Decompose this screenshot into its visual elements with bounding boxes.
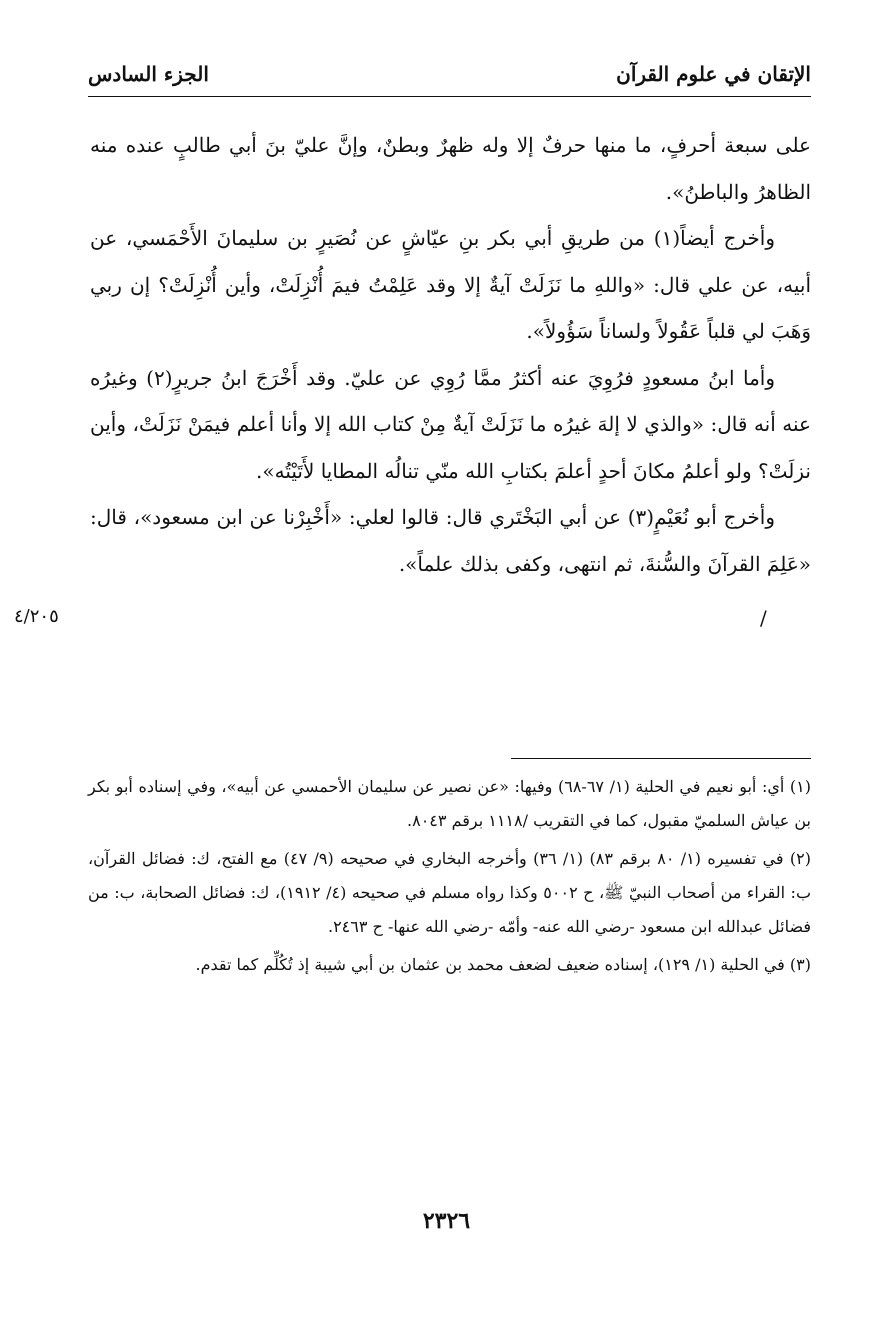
footnote: (٣) في الحلية (١/ ١٢٩)، إسناده ضعيف لضعف محمد بن عثمان بن أبي شيبة إذ تُكُلِّم كما تقدم. [195,955,811,974]
header-divider [88,96,811,97]
margin-slash-marker: / [760,606,767,630]
paragraph: على سبعة أحرفٍ، ما منها حرفٌ إلا وله ظهرٌ وبطنٌ، وإنَّ عليّ بنَ أبي طالبٍ عنده منه الظاهرُ والباطنُ». [90,133,811,204]
running-header [88,56,811,92]
page-number: ٢٣٢٦ [422,1208,471,1234]
paragraph: وأخرج أبو نُعَيْمٍ(٣) عن أبي البَخْتَري قال: قالوا لعلي: «أَخْبِرْنا عن ابن مسعود»، قال: «عَلِمَ القرآنَ والسُّنةَ، ثم انتهى، وكفى بذلك علماً». [90,505,811,576]
margin-page-reference: ٤/٢٠٥ [14,606,59,627]
paragraph: وأما ابنُ مسعودٍ فرُوِيَ عنه أكثرُ ممَّا رُوِي عن عليّ. وقد أَخْرَجَ ابنُ جريرٍ(٢) وغيرُه عنه أنه قال: «والذي لا إلهَ غيرُه ما نَزَلَتْ آيةٌ مِنْ كتاب الله إلا وأنا أعلم فيمَنْ نَزَلَتْ، وأين نزلَتْ؟ ولو أعلمُ مكانَ أحدٍ أعلمَ بكتابِ الله منّي تنالُه المطايا لأَتَيْتُه». [90,365,811,483]
footnote-divider [511,758,811,759]
footnote: (٢) في تفسيره (١/ ٨٠ برقم ٨٣) (١/ ٣٦) وأخرجه البخاري في صحيحه (٩/ ٤٧) مع الفتح، ك: فضائل القرآن، ب: القراء من أصحاب النبيّ ﷺ، ح ٥٠٠٢ وكذا رواه مسلم في صحيحه (٤/ ١٩١٢)، ك: فضائل الصحابة، ب: من فضائل عبدالله ابن مسعود -رضي الله عنه- وأمّه -رضي الله عنها- ح ٢٤٦٣. [88,849,812,936]
book-title: الإتقان في علوم القرآن [616,62,811,86]
paragraph: وأخرج أيضاً(١) من طريقِ أبي بكر بنِ عيّاشٍ عن نُصَيرٍ بن سليمانَ الأَحْمَسي، عن أبيه، عن علي قال: «واللهِ ما نَزَلَتْ آيةٌ إلا وقد عَلِمْتُ فيمَ أُنْزِلَتْ، وأين أُنْزِلَتْ؟ إن ربي وَهَبَ لي قلباً عَقُولاً ولساناً سَؤُولاً». [90,226,811,343]
main-text [90,122,811,587]
footnote: (١) أي: أبو نعيم في الحلية (١/ ٦٧-٦٨) وفيها: «عن نصير عن سليمان الأحمسي عن أبيه»، وفي إسناده أبو بكر بن عياش السلميّ مقبول، كما في التقريب /١١١٨ برقم ٨٠٤٣. [88,777,811,830]
footnotes [88,770,811,986]
volume-label: الجزء السادس [88,62,209,86]
